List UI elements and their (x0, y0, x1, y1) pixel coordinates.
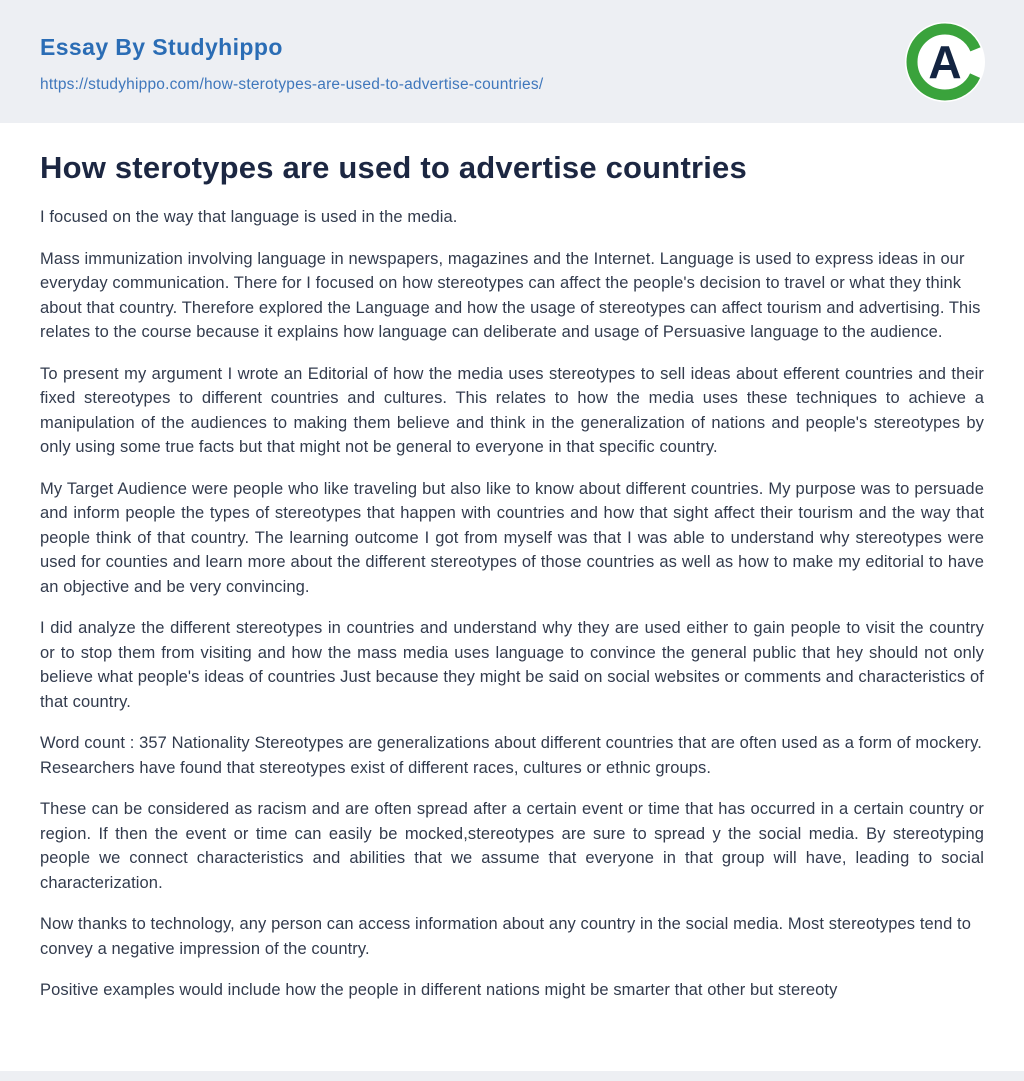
essay-body (40, 205, 984, 1003)
site-header (0, 0, 1024, 123)
essay-paragraph: To present my argument I wrote an Editorial of how the media uses stereotypes to sell ideas about efferent countries and their fixed stereotypes to different countries and cultures. This relates to how the media uses these techniques to achieve a manipulation of the audiences to making them believe and think in the generalization of nations and people's stereotypes by only using some true facts but that might not be general to everyone in that specific country. (40, 364, 984, 456)
bottom-strip (0, 1071, 1024, 1081)
essay-paragraph: I focused on the way that language is used in the media. (40, 208, 458, 226)
source-url-link[interactable]: https://studyhippo.com/how-sterotypes-are-used-to-advertise-countries/ (40, 75, 544, 93)
essay-paragraph: Now thanks to technology, any person can access information about any country in the social media. Most stereotypes tend to convey a negative impression of the country. (40, 915, 971, 958)
essay-paragraph: I did analyze the different stereotypes in countries and understand why they are used either to gain people to visit the country or to stop them from visiting and how the mass media uses language to convince the general public that hey should not only believe what people's ideas of countries Just because they might be said on social websites or comments and characteristics of that country. (40, 619, 984, 711)
studyhippo-logo-icon (904, 21, 986, 103)
byline: Essay By Studyhippo (40, 33, 283, 60)
header-text (40, 30, 543, 94)
essay-content (0, 123, 1024, 1003)
essay-paragraph: Mass immunization involving language in newspapers, magazines and the Internet. Language is used to express ideas in our everyday communication. There for I focused on how stereotypes can affect the people's decision to travel or what they think about that country. Therefore explored the Language and how the usage of stereotypes can affect tourism and advertising. This relates to the course because it explains how language can deliberate and usage of Persuasive language to the audience. (40, 249, 981, 341)
essay-paragraph: My Target Audience were people who like traveling but also like to know about different countries. My purpose was to persuade and inform people the types of stereotypes that happen with countries and how that sight affect their tourism and the way that people think of that country. The learning outcome I got from myself was that I was able to understand why stereotypes were used for counties and learn more about the different stereotypes of those countries as well as how to make my editorial to have an objective and be very convincing. (40, 479, 984, 596)
essay-paragraph: These can be considered as racism and are often spread after a certain event or time that has occurred in a certain country or region. If then the event or time can easily be mocked,stereotypes are sure to spread y the social media. By stereotyping people we connect characteristics and abilities that we assume that everyone in that group will have, leading to social characterization. (40, 800, 984, 892)
logo-letter: A (928, 35, 962, 88)
essay-title: How sterotypes are used to advertise countries (40, 150, 747, 185)
essay-paragraph: Positive examples would include how the people in different nations might be smarter that other but stereoty (40, 981, 838, 999)
essay-paragraph: Word count : 357 Nationality Stereotypes are generalizations about different countries that are often used as a form of mockery. Researchers have found that stereotypes exist of different races, cultures or ethnic groups. (40, 734, 982, 777)
